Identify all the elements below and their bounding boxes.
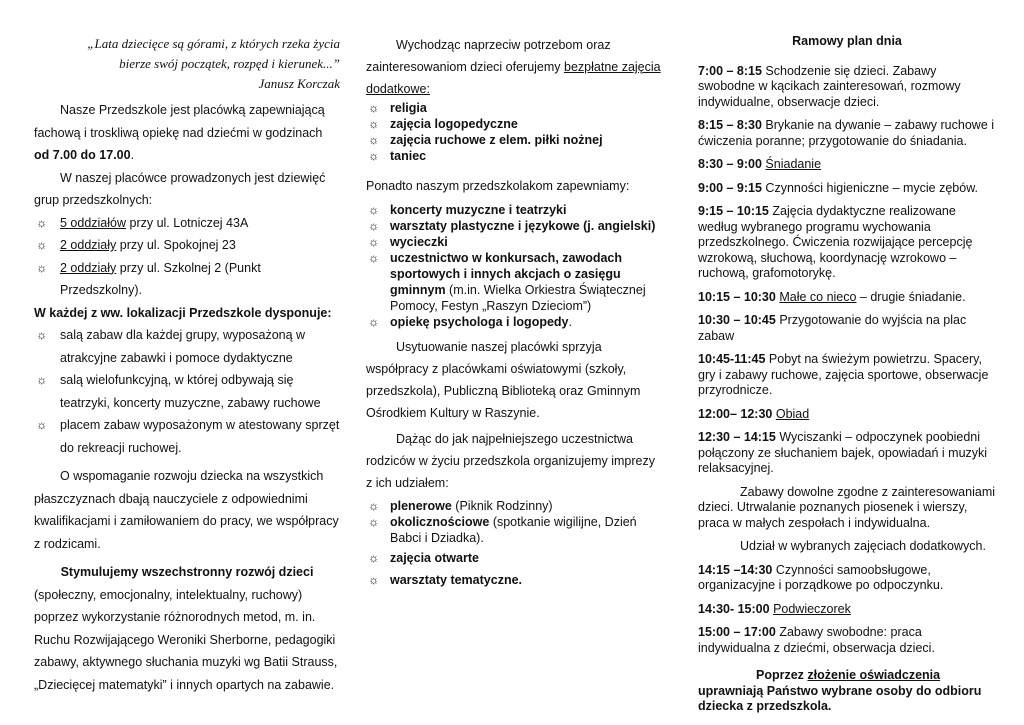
- list-item: [366, 498, 662, 514]
- location-address: przy ul. Spokojnej 23: [116, 238, 236, 252]
- events-intro: Dążąc do jak najpełniejszego uczestnictwa rodziców w życiu przedszkola organizujemy imprezy z ich udziałem:: [366, 432, 655, 490]
- provide-bold: koncerty muzyczne i teatrzyki: [390, 203, 567, 217]
- sun-icon: ☼: [368, 117, 380, 131]
- closing-post: uprawniają Państwo wybrane osoby do odbioru dziecka z przedszkola.: [698, 683, 982, 713]
- schedule-list: [698, 64, 996, 477]
- facility-text: salą wielofunkcyjną, w której odbywają się teatrzyki, koncerty muzyczne, zabawy ruchowe: [60, 373, 321, 410]
- schedule-item: [698, 204, 996, 282]
- list-item: [366, 132, 662, 148]
- extras-list: [366, 100, 662, 164]
- schedule-time: 8:30 – 9:00: [698, 157, 762, 171]
- quote-line-1: „Lata dziecięce są górami, z których rzeka życia: [87, 36, 340, 51]
- schedule-text: Czynności samoobsługowe, organizacyjne i porządkowe po odpoczynku.: [698, 562, 944, 592]
- sun-icon: ☼: [368, 149, 380, 163]
- schedule-item: [698, 625, 996, 656]
- provide-bold: wycieczki: [390, 235, 448, 249]
- list-item: [366, 514, 662, 546]
- provide-bold: opiekę psychologa i logopedy: [390, 315, 569, 329]
- location-count: 5 oddziałów: [60, 215, 127, 230]
- closing-statement: złożenie oświadczenia: [807, 668, 941, 682]
- schedule-item: [698, 563, 996, 594]
- schedule-text: Brykanie na dywanie – zabawy ruchowe i ćwiczenia poranne; przygotowanie do śniadania.: [698, 118, 995, 148]
- schedule-text: Wyciszanki – odpoczynek poobiedni połączony ze słuchaniem bajek, opowiadań i muzyki relaksacyjnej.: [698, 430, 988, 475]
- sun-icon: ☼: [368, 101, 380, 115]
- location-address: przy ul. Szkolnej 2 (Punkt Przedszkolny).: [60, 260, 261, 297]
- provide-intro: Ponadto naszym przedszkolakom zapewniamy:: [366, 179, 630, 193]
- event-bold: warsztaty tematyczne.: [390, 573, 523, 587]
- list-item: [366, 218, 662, 234]
- extra-classes-text: Udział w wybranych zajęciach dodatkowych.: [740, 539, 986, 553]
- intro-text: Nasze Przedszkole jest placówką zapewniającą fachową i troskliwą opiekę nad dziećmi w godzinach: [34, 103, 325, 140]
- schedule-time: 14:15 –14:30: [698, 562, 773, 577]
- stimulate-text: (społeczny, emocjonalny, intelektualny, ruchowy) poprzez wykorzystanie różnorodnych metod, m. in. Ruchu Rozwijającego Weroniki Sherborne, pedagogiki zabawy, aktywnego słuchania muzyki wg Batii Strauss, „Dziecięcej matematyki” i innych opartych na zabawie.: [34, 587, 338, 692]
- schedule-item: [698, 313, 996, 344]
- location-count: 2 oddziały: [60, 238, 117, 252]
- facility-text: placem zabaw wyposażonym w atestowany sprzęt do rekreacji ruchowej.: [60, 418, 340, 455]
- list-item: [34, 324, 340, 369]
- schedule-item: [698, 430, 996, 477]
- event-bold: plenerowe: [390, 499, 452, 513]
- cooperation-text: Usytuowanie naszej placówki sprzyja współpracy z placówkami oświatowymi (szkoły, przedszkola), Publiczną Biblioteką oraz Gminnym Ośrodkiem Kultury w Raszynie.: [366, 340, 641, 420]
- event-rest: (spotkanie wigilijne, Dzień Babci i Dziadka).: [390, 515, 637, 545]
- schedule-time: 15:00 – 17:00: [698, 625, 776, 639]
- sun-icon: ☼: [36, 260, 48, 275]
- groups-text: W naszej placówce prowadzonych jest dziewięć grup przedszkolnych:: [34, 170, 326, 207]
- stimulate-heading-text: Stymulujemy wszechstronny rozwój dzieci: [60, 565, 314, 579]
- development-text: O wspomaganie rozwoju dziecka na wszystkich płaszczyznach dbają nauczyciele z odpowiednimi kwalifikacjami i zamiłowaniem do pracy, we współpracy z rodzicami.: [34, 469, 339, 551]
- schedule-text: Pobyt na świeżym powietrzu. Spacery, gry i zabawy ruchowe, zajęcia sportowe, obserwacje przyrodnicze.: [698, 352, 989, 397]
- events-list: [366, 498, 662, 588]
- sun-icon: ☼: [36, 238, 48, 252]
- schedule-text: Zabawy swobodne: praca indywidualna z dziećmi, obserwacja dzieci.: [698, 625, 935, 655]
- schedule-time: 12:00– 12:30: [698, 406, 773, 421]
- provide-rest: (m.in. Wielka Orkiestra Świątecznej Pomocy, Festyn „Raszyn Dzieciom”): [390, 283, 646, 313]
- list-item: [34, 234, 340, 257]
- schedule-text: – drugie śniadanie.: [856, 289, 966, 304]
- sun-icon: ☼: [36, 328, 48, 342]
- schedule-meal: Obiad: [775, 406, 810, 421]
- provide-bold: warsztaty plastyczne i językowe (j. angielski): [390, 219, 656, 233]
- schedule-item: [698, 181, 996, 197]
- offer-free-classes: bezpłatne zajęcia dodatkowe:: [366, 60, 661, 96]
- intro-hours: od 7.00 do 17.00: [34, 148, 131, 162]
- schedule-time: 10:45-11:45: [698, 352, 766, 366]
- schedule-time: 7:00 – 8:15: [698, 63, 762, 78]
- extra-item: religia: [390, 101, 427, 115]
- list-item: [34, 369, 340, 414]
- schedule-item: [698, 118, 996, 149]
- schedule-text: Zajęcia dydaktyczne realizowane według wybranego programu wychowania przedszkolnego. Ćwiczenia rozwijające percepcję wzrokową, słuchową, koordynację wzrokowo – ruchową, grafomotorykę.: [698, 204, 973, 280]
- schedule-list-2: [698, 563, 996, 657]
- list-item: [366, 234, 662, 250]
- sun-icon: ☼: [368, 133, 380, 147]
- facilities-list: [34, 324, 340, 459]
- schedule-time: 10:15 – 10:30: [698, 289, 776, 304]
- sun-icon: ☼: [368, 203, 380, 217]
- list-item: [366, 202, 662, 218]
- schedule-item: [698, 290, 996, 306]
- facilities-heading-text: W każdej z ww. lokalizacji Przedszkole dysponuje:: [34, 305, 332, 320]
- stimulate-heading: [34, 561, 340, 584]
- quote-author: Janusz Korczak: [258, 76, 340, 91]
- closing-pre: Poprzez: [756, 668, 808, 682]
- intro-paragraph: [34, 99, 340, 167]
- intro-end: .: [130, 148, 135, 162]
- closing-text: [698, 668, 996, 715]
- sun-icon: ☼: [368, 499, 380, 513]
- list-item: [366, 572, 662, 588]
- schedule-item: [698, 352, 996, 399]
- schedule-title: Ramowy plan dnia: [792, 34, 902, 48]
- facility-text: salą zabaw dla każdej grupy, wyposażoną w atrakcyjne zabawki i pomoce dydaktyczne: [60, 328, 306, 365]
- event-bold: zajęcia otwarte: [390, 551, 479, 565]
- schedule-time: 8:15 – 8:30: [698, 118, 762, 132]
- sun-icon: ☼: [368, 219, 380, 233]
- column-1: [34, 99, 340, 696]
- list-item: [34, 212, 340, 235]
- schedule-text: Schodzenie się dzieci. Zabawy swobodne w kącikach zainteresowań, rozmowy indywidualne, obserwacje dzieci.: [698, 63, 961, 109]
- sun-icon: ☼: [368, 515, 380, 529]
- schedule-time: 9:15 – 10:15: [698, 204, 769, 218]
- schedule-meal: Podwieczorek: [773, 601, 851, 616]
- location-count: 2 oddziały: [60, 260, 117, 275]
- quote-line-2: bierze swój początek, rozpęd i kierunek...”: [119, 56, 340, 71]
- list-item: [34, 257, 340, 302]
- list-item: [366, 550, 662, 566]
- event-rest: (Piknik Rodzinny): [451, 499, 553, 513]
- sun-icon: ☼: [368, 235, 380, 249]
- offer-intro-text: Wychodząc naprzeciw potrzebom oraz zainteresowaniom dzieci oferujemy: [366, 38, 611, 74]
- provide-list: [366, 202, 662, 330]
- sun-icon: ☼: [36, 373, 48, 387]
- sun-icon: ☼: [368, 573, 380, 587]
- schedule-time: 14:30- 15:00: [698, 601, 770, 616]
- schedule-time: 12:30 – 14:15: [698, 430, 776, 444]
- facilities-heading: [34, 302, 340, 325]
- locations-list: [34, 212, 340, 302]
- sun-icon: ☼: [368, 251, 380, 265]
- list-item: [34, 414, 340, 459]
- korczak-quote: [34, 34, 340, 94]
- sun-icon: ☼: [36, 215, 48, 230]
- schedule-item: [698, 407, 996, 423]
- sun-icon: ☼: [36, 418, 48, 432]
- schedule-meal: Małe co nieco: [779, 289, 857, 304]
- schedule-text: Przygotowanie do wyjścia na plac zabaw: [698, 313, 967, 343]
- column-2: [366, 34, 662, 588]
- offer-intro: [366, 34, 662, 100]
- list-item: [366, 116, 662, 132]
- extra-item: zajęcia ruchowe z elem. piłki nożnej: [390, 133, 603, 147]
- list-item: [366, 250, 662, 314]
- schedule-text: Czynności higieniczne – mycie zębów.: [765, 180, 979, 195]
- extra-item: taniec: [390, 149, 427, 163]
- provide-rest: .: [568, 315, 572, 329]
- list-item: [366, 100, 662, 116]
- schedule-time: 9:00 – 9:15: [698, 180, 762, 195]
- location-address: przy ul. Lotniczej 43A: [126, 215, 249, 230]
- free-play-text: Zabawy dowolne zgodne z zainteresowaniami dzieci. Utrwalanie poznanych piosenek i wierszy, praca w małych zespołach i indywidualna.: [698, 484, 996, 530]
- schedule-item: [698, 64, 996, 111]
- sun-icon: ☼: [368, 315, 380, 329]
- column-3: [698, 34, 996, 723]
- extra-item: zajęcia logopedyczne: [390, 117, 518, 131]
- schedule-meal: Śniadanie: [765, 157, 822, 171]
- schedule-time: 10:30 – 10:45: [698, 313, 776, 327]
- list-item: [366, 314, 662, 330]
- list-item: [366, 148, 662, 164]
- schedule-item: [698, 157, 996, 173]
- sun-icon: ☼: [368, 551, 380, 565]
- provide-bold: uczestnictwo w konkursach, zawodach sportowych i innych akcjach o zasięgu gminnym: [390, 251, 623, 297]
- event-bold: okolicznościowe: [390, 515, 490, 529]
- schedule-item: [698, 602, 996, 618]
